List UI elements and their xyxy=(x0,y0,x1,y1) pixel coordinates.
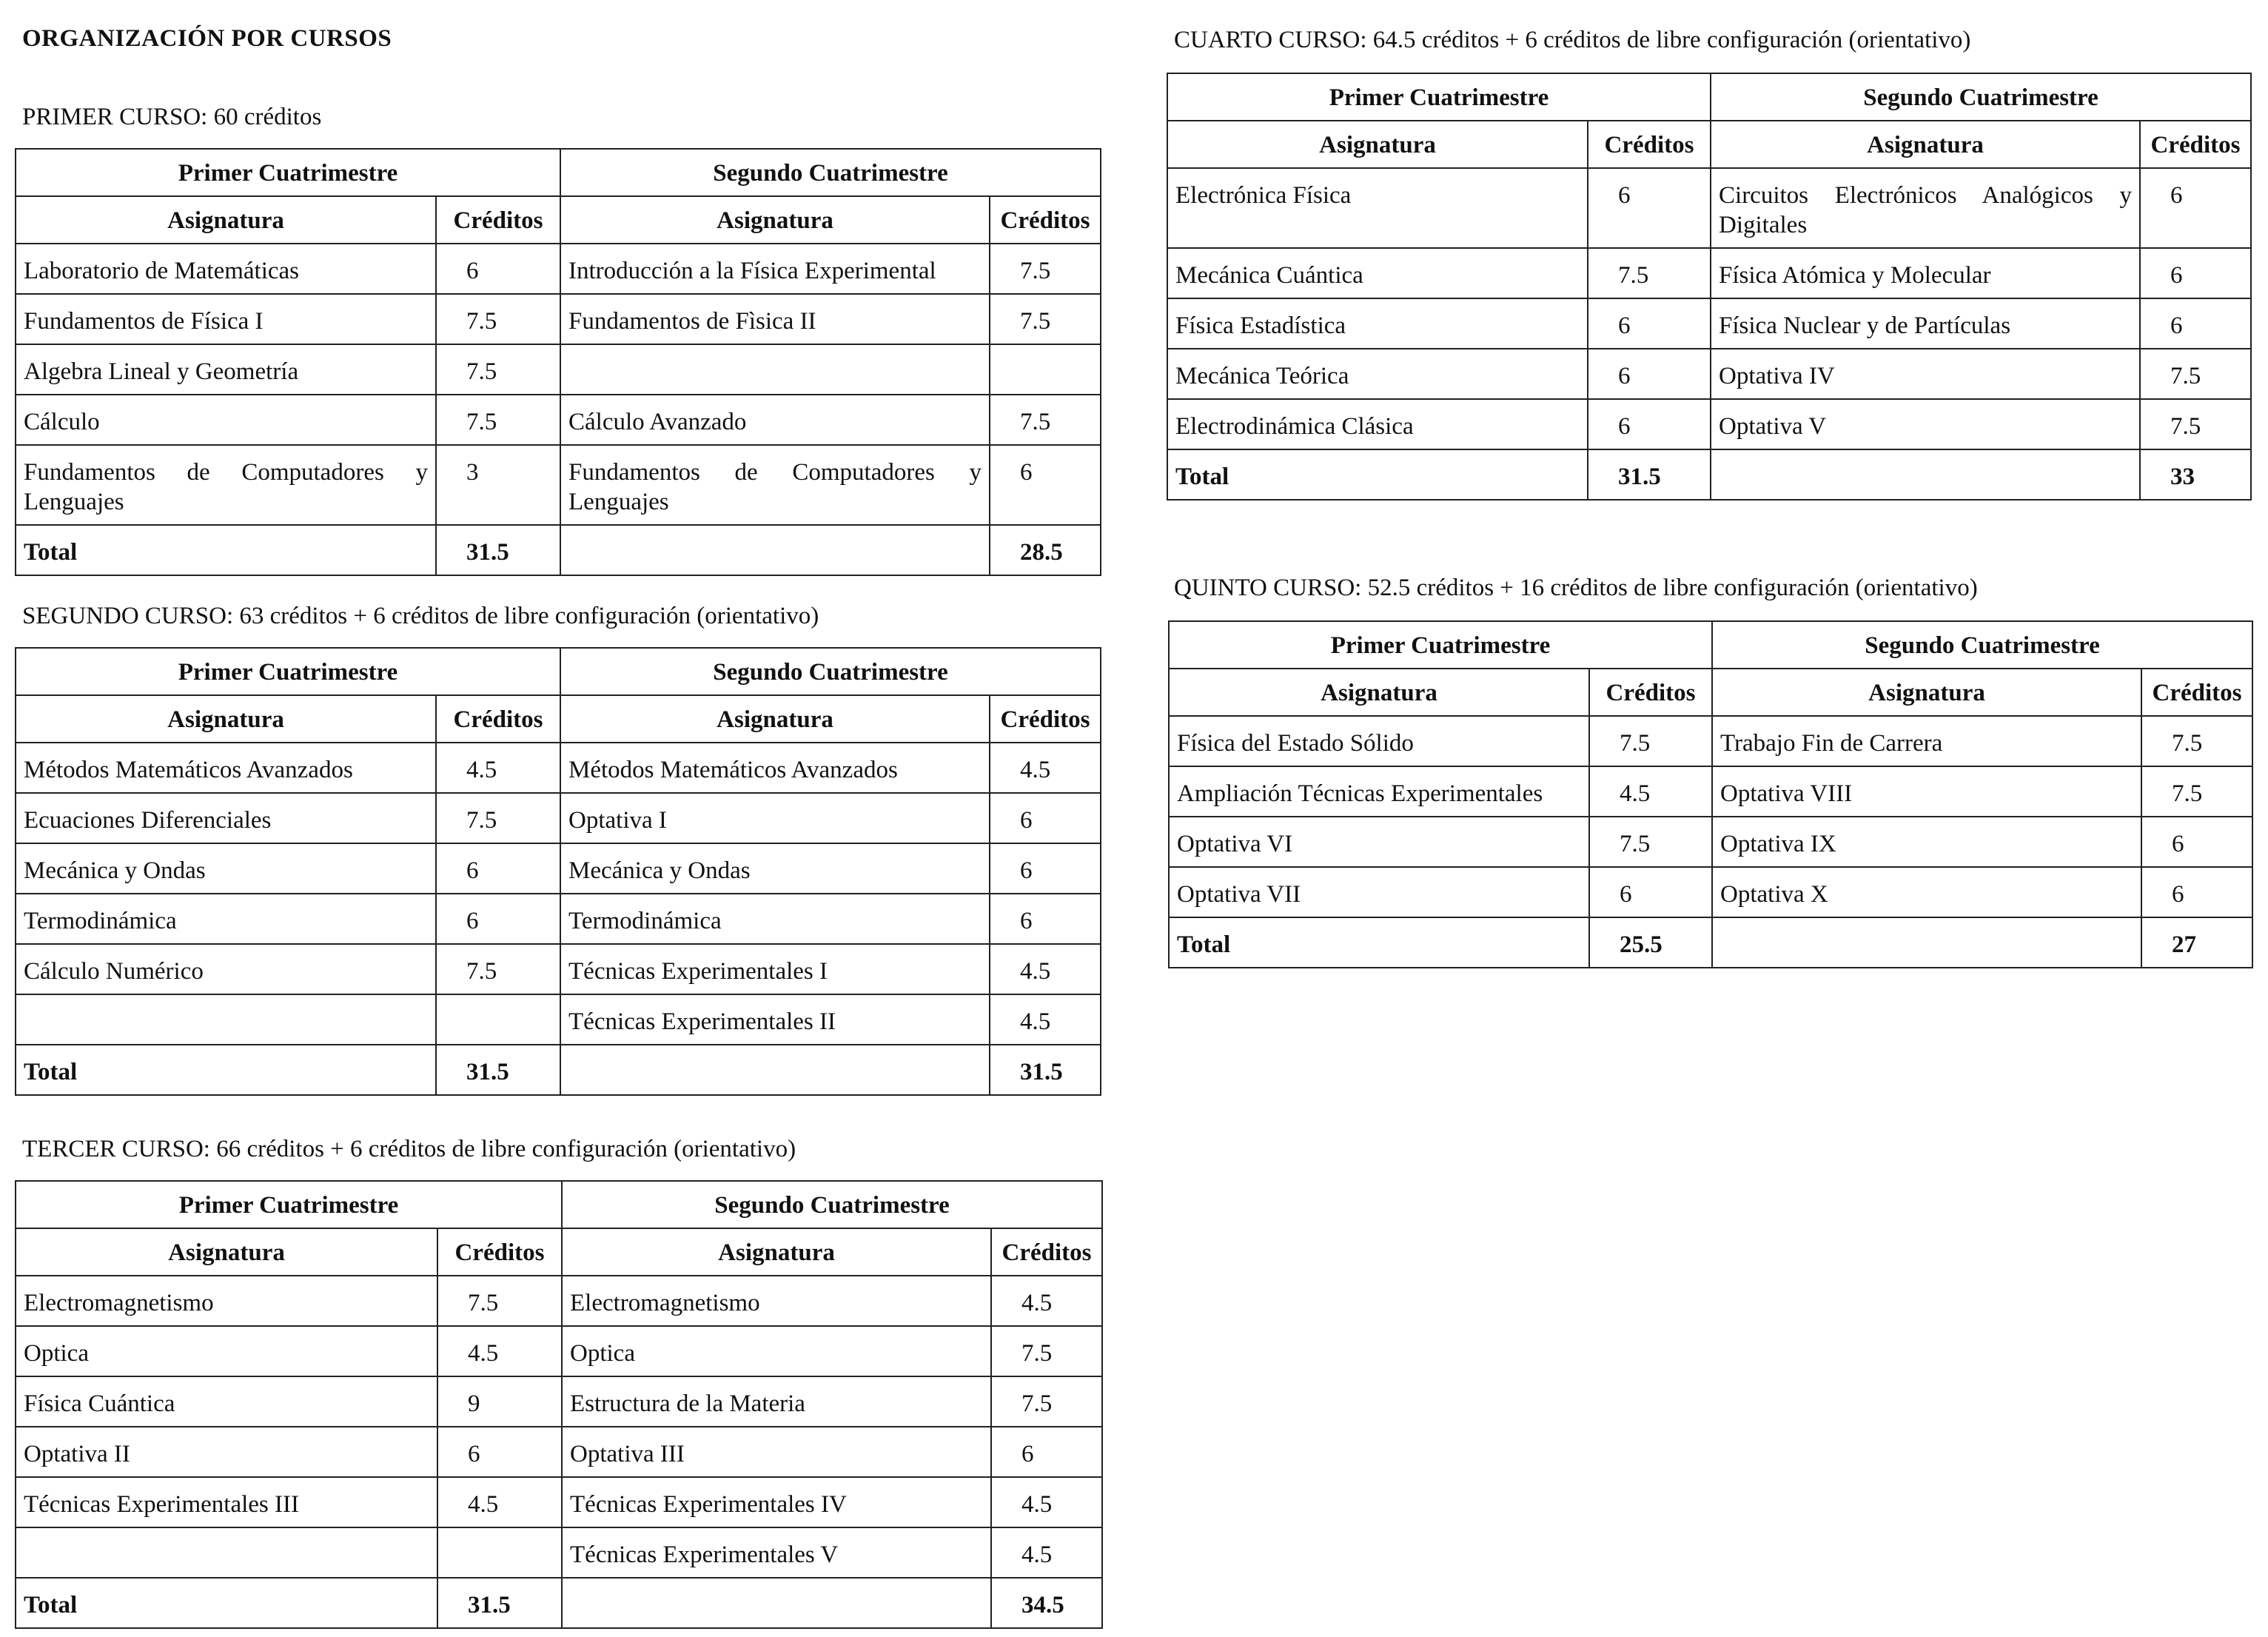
table-row xyxy=(16,1427,1102,1477)
cuarto-curso-block xyxy=(1167,73,2250,501)
table-row xyxy=(16,944,1101,994)
credits-cell: 6 xyxy=(2140,298,2251,349)
subject-cell: Física del Estado Sólido xyxy=(1169,716,1589,766)
credits-cell xyxy=(437,1527,562,1578)
credits-cell: 6 xyxy=(990,843,1101,894)
header-subject: Asignatura xyxy=(560,695,990,743)
credits-cell: 6 xyxy=(990,445,1101,525)
credits-cell: 6 xyxy=(1588,298,1711,349)
header-first-semester: Primer Cuatrimestre xyxy=(1169,621,1712,669)
header-credits: Créditos xyxy=(990,196,1101,244)
total-row xyxy=(16,1578,1102,1628)
header-subject: Asignatura xyxy=(16,695,436,743)
table-row xyxy=(16,894,1101,944)
subject-cell: Circuitos Electrónicos Analógicos y Digitales xyxy=(1711,168,2140,248)
header-subject: Asignatura xyxy=(560,196,990,244)
header-credits: Créditos xyxy=(991,1228,1102,1276)
header-subject: Asignatura xyxy=(16,196,436,244)
subject-cell: Mecánica Teórica xyxy=(1167,349,1588,399)
subject-cell: Electrónica Física xyxy=(1167,168,1588,248)
subject-cell: Electromagnetismo xyxy=(562,1276,991,1326)
total-credits: 33 xyxy=(2140,449,2251,500)
total-label: Total xyxy=(1169,917,1589,968)
credits-cell: 6 xyxy=(2140,168,2251,248)
credits-cell: 6 xyxy=(1588,399,1711,449)
credits-cell: 6 xyxy=(1588,349,1711,399)
subject-cell: Física Cuántica xyxy=(16,1376,437,1427)
credits-cell: 4.5 xyxy=(990,743,1101,793)
subject-cell: Optativa II xyxy=(16,1427,437,1477)
header-subject: Asignatura xyxy=(16,1228,437,1276)
subject-cell: Estructura de la Materia xyxy=(562,1376,991,1427)
table-row xyxy=(1167,349,2251,399)
credits-cell: 6 xyxy=(436,894,560,944)
header-second-semester: Segundo Cuatrimestre xyxy=(560,149,1101,196)
subject-cell: Mecánica Cuántica xyxy=(1167,248,1588,298)
credits-cell: 7.5 xyxy=(2140,399,2251,449)
segundo-curso-table xyxy=(15,647,1101,1096)
subject-cell: Mecánica y Ondas xyxy=(16,843,436,894)
subject-cell: Fundamentos de Computadores y Lenguajes xyxy=(16,445,436,525)
credits-cell: 7.5 xyxy=(2141,716,2252,766)
header-subject: Asignatura xyxy=(1711,121,2140,168)
subject-cell: Técnicas Experimentales IV xyxy=(562,1477,991,1527)
header-credits: Créditos xyxy=(2140,121,2251,168)
subject-cell: Física Atómica y Molecular xyxy=(1711,248,2140,298)
subject-cell: Termodinámica xyxy=(16,894,436,944)
subject-cell xyxy=(16,994,436,1045)
tercer-curso-section xyxy=(22,1134,796,1164)
credits-cell: 4.5 xyxy=(990,944,1101,994)
credits-cell: 6 xyxy=(2140,248,2251,298)
total-credits: 28.5 xyxy=(990,525,1101,575)
table-row xyxy=(16,395,1101,445)
tercer-curso-block xyxy=(15,1180,1101,1629)
table-row xyxy=(16,244,1101,294)
page-title: ORGANIZACIÓN POR CURSOS xyxy=(22,25,392,52)
subject-cell: Optativa IX xyxy=(1712,817,2141,867)
header-credits: Créditos xyxy=(436,695,560,743)
credits-cell: 6 xyxy=(436,244,560,294)
total-empty-cell xyxy=(1712,917,2141,968)
header-second-semester: Segundo Cuatrimestre xyxy=(1712,621,2252,669)
credits-cell: 7.5 xyxy=(991,1376,1102,1427)
subject-cell: Ampliación Técnicas Experimentales xyxy=(1169,766,1589,817)
total-credits: 31.5 xyxy=(436,525,560,575)
subject-cell: Optativa IV xyxy=(1711,349,2140,399)
table-row xyxy=(16,344,1101,395)
credits-cell: 3 xyxy=(436,445,560,525)
table-row xyxy=(16,994,1101,1045)
subject-cell: Optativa VII xyxy=(1169,867,1589,917)
course-title: TERCER CURSO: 66 créditos + 6 créditos de libre configuración (orientativo) xyxy=(22,1136,796,1162)
header-credits: Créditos xyxy=(1589,669,1712,716)
credits-cell: 9 xyxy=(437,1376,562,1427)
total-credits: 27 xyxy=(2141,917,2252,968)
credits-cell: 7.5 xyxy=(436,294,560,344)
credits-cell: 4.5 xyxy=(1589,766,1712,817)
quinto-curso-table xyxy=(1168,620,2253,968)
subject-cell: Termodinámica xyxy=(560,894,990,944)
subject-cell: Cálculo Numérico xyxy=(16,944,436,994)
header-credits: Créditos xyxy=(436,196,560,244)
course-title: QUINTO CURSO: 52.5 créditos + 16 créditos de libre configuración (orientativo) xyxy=(1174,575,1978,601)
subject-cell: Optica xyxy=(562,1326,991,1376)
credits-cell: 4.5 xyxy=(436,743,560,793)
credits-cell: 7.5 xyxy=(437,1276,562,1326)
total-credits: 31.5 xyxy=(1588,449,1711,500)
table-row xyxy=(1169,867,2252,917)
credits-cell: 7.5 xyxy=(2140,349,2251,399)
primer-curso-section xyxy=(22,102,321,132)
subject-cell: Electromagnetismo xyxy=(16,1276,437,1326)
credits-cell: 7.5 xyxy=(436,344,560,395)
segundo-curso-block xyxy=(15,647,1100,1096)
subject-cell: Optativa X xyxy=(1712,867,2141,917)
header-credits: Créditos xyxy=(990,695,1101,743)
credits-cell: 7.5 xyxy=(991,1326,1102,1376)
tercer-curso-table xyxy=(15,1180,1103,1629)
table-row xyxy=(1169,766,2252,817)
header-subject: Asignatura xyxy=(1712,669,2141,716)
total-credits: 31.5 xyxy=(436,1045,560,1095)
header-first-semester: Primer Cuatrimestre xyxy=(16,648,560,695)
table-row xyxy=(16,1477,1102,1527)
course-title: CUARTO CURSO: 64.5 créditos + 6 créditos de libre configuración (orientativo) xyxy=(1174,27,1971,53)
course-title: PRIMER CURSO: 60 créditos xyxy=(22,104,322,130)
subject-cell xyxy=(560,344,990,395)
credits-cell: 4.5 xyxy=(437,1326,562,1376)
subject-cell: Ecuaciones Diferenciales xyxy=(16,793,436,843)
credits-cell: 6 xyxy=(990,894,1101,944)
credits-cell: 7.5 xyxy=(436,793,560,843)
table-row xyxy=(16,294,1101,344)
header-second-semester: Segundo Cuatrimestre xyxy=(560,648,1101,695)
subject-cell: Optativa I xyxy=(560,793,990,843)
total-label: Total xyxy=(1167,449,1588,500)
subject-cell: Técnicas Experimentales II xyxy=(560,994,990,1045)
subject-cell: Física Estadística xyxy=(1167,298,1588,349)
total-empty-cell xyxy=(562,1578,991,1628)
credits-cell xyxy=(990,344,1101,395)
table-row xyxy=(1167,168,2251,248)
credits-cell: 7.5 xyxy=(1588,248,1711,298)
header-subject: Asignatura xyxy=(562,1228,991,1276)
header-credits: Créditos xyxy=(1588,121,1711,168)
subject-cell: Física Nuclear y de Partículas xyxy=(1711,298,2140,349)
credits-cell: 6 xyxy=(436,843,560,894)
total-row xyxy=(1169,917,2252,968)
subject-cell: Fundamentos de Fìsica II xyxy=(560,294,990,344)
quinto-curso-section xyxy=(1174,573,1978,603)
table-row xyxy=(1169,817,2252,867)
credits-cell: 4.5 xyxy=(990,994,1101,1045)
table-row xyxy=(16,1527,1102,1578)
table-row xyxy=(16,1376,1102,1427)
table-row xyxy=(16,1326,1102,1376)
subject-cell: Mecánica y Ondas xyxy=(560,843,990,894)
total-row xyxy=(16,1045,1101,1095)
total-row xyxy=(1167,449,2251,500)
subject-cell: Fundamentos de Física I xyxy=(16,294,436,344)
credits-cell: 6 xyxy=(991,1427,1102,1477)
table-row xyxy=(16,743,1101,793)
credits-cell: 7.5 xyxy=(436,944,560,994)
credits-cell: 4.5 xyxy=(991,1276,1102,1326)
subject-cell: Algebra Lineal y Geometría xyxy=(16,344,436,395)
subject-cell: Métodos Matemáticos Avanzados xyxy=(16,743,436,793)
subject-cell: Optica xyxy=(16,1326,437,1376)
header-subject: Asignatura xyxy=(1169,669,1589,716)
header-first-semester: Primer Cuatrimestre xyxy=(16,1181,562,1228)
subject-cell: Técnicas Experimentales I xyxy=(560,944,990,994)
total-credits: 34.5 xyxy=(991,1578,1102,1628)
credits-cell: 6 xyxy=(990,793,1101,843)
table-row xyxy=(1167,298,2251,349)
credits-cell: 6 xyxy=(1589,867,1712,917)
table-row xyxy=(16,445,1101,525)
credits-cell: 7.5 xyxy=(2141,766,2252,817)
table-row xyxy=(16,793,1101,843)
cuarto-curso-table xyxy=(1167,73,2252,501)
header-first-semester: Primer Cuatrimestre xyxy=(1167,73,1711,121)
subject-cell: Electrodinámica Clásica xyxy=(1167,399,1588,449)
table-row xyxy=(16,843,1101,894)
quinto-curso-block xyxy=(1168,620,2252,968)
subject-cell: Optativa III xyxy=(562,1427,991,1477)
total-credits: 25.5 xyxy=(1589,917,1712,968)
table-row xyxy=(1169,716,2252,766)
credits-cell: 7.5 xyxy=(1589,716,1712,766)
credits-cell: 7.5 xyxy=(990,294,1101,344)
total-label: Total xyxy=(16,1578,437,1628)
primer-curso-table xyxy=(15,148,1101,576)
total-empty-cell xyxy=(560,1045,990,1095)
credits-cell: 7.5 xyxy=(1589,817,1712,867)
total-row xyxy=(16,525,1101,575)
header-credits: Créditos xyxy=(437,1228,562,1276)
credits-cell: 7.5 xyxy=(990,244,1101,294)
table-row xyxy=(16,1276,1102,1326)
credits-cell: 4.5 xyxy=(437,1477,562,1527)
total-credits: 31.5 xyxy=(990,1045,1101,1095)
credits-cell: 7.5 xyxy=(436,395,560,445)
subject-cell: Fundamentos de Computadores y Lenguajes xyxy=(560,445,990,525)
course-title: SEGUNDO CURSO: 63 créditos + 6 créditos de libre configuración (orientativo) xyxy=(22,603,819,629)
subject-cell: Técnicas Experimentales III xyxy=(16,1477,437,1527)
total-label: Total xyxy=(16,525,436,575)
subject-cell: Métodos Matemáticos Avanzados xyxy=(560,743,990,793)
header-subject: Asignatura xyxy=(1167,121,1588,168)
credits-cell xyxy=(436,994,560,1045)
credits-cell: 6 xyxy=(2141,817,2252,867)
subject-cell: Introducción a la Física Experimental xyxy=(560,244,990,294)
total-empty-cell xyxy=(1711,449,2140,500)
header-second-semester: Segundo Cuatrimestre xyxy=(1711,73,2251,121)
header-credits: Créditos xyxy=(2141,669,2252,716)
credits-cell: 4.5 xyxy=(991,1477,1102,1527)
credits-cell: 6 xyxy=(1588,168,1711,248)
table-row xyxy=(1167,399,2251,449)
credits-cell: 6 xyxy=(437,1427,562,1477)
subject-cell: Técnicas Experimentales V xyxy=(562,1527,991,1578)
segundo-curso-section xyxy=(22,601,819,631)
subject-cell: Optativa VIII xyxy=(1712,766,2141,817)
primer-curso-block xyxy=(15,148,1100,576)
credits-cell: 7.5 xyxy=(990,395,1101,445)
subject-cell: Cálculo Avanzado xyxy=(560,395,990,445)
header-second-semester: Segundo Cuatrimestre xyxy=(562,1181,1102,1228)
subject-cell: Optativa VI xyxy=(1169,817,1589,867)
cuarto-curso-section xyxy=(1174,25,1970,55)
subject-cell: Optativa V xyxy=(1711,399,2140,449)
credits-cell: 6 xyxy=(2141,867,2252,917)
table-row xyxy=(1167,248,2251,298)
subject-cell: Laboratorio de Matemáticas xyxy=(16,244,436,294)
subject-cell: Cálculo xyxy=(16,395,436,445)
subject-cell xyxy=(16,1527,437,1578)
total-label: Total xyxy=(16,1045,436,1095)
subject-cell: Trabajo Fin de Carrera xyxy=(1712,716,2141,766)
total-credits: 31.5 xyxy=(437,1578,562,1628)
total-empty-cell xyxy=(560,525,990,575)
credits-cell: 4.5 xyxy=(991,1527,1102,1578)
header-first-semester: Primer Cuatrimestre xyxy=(16,149,560,196)
